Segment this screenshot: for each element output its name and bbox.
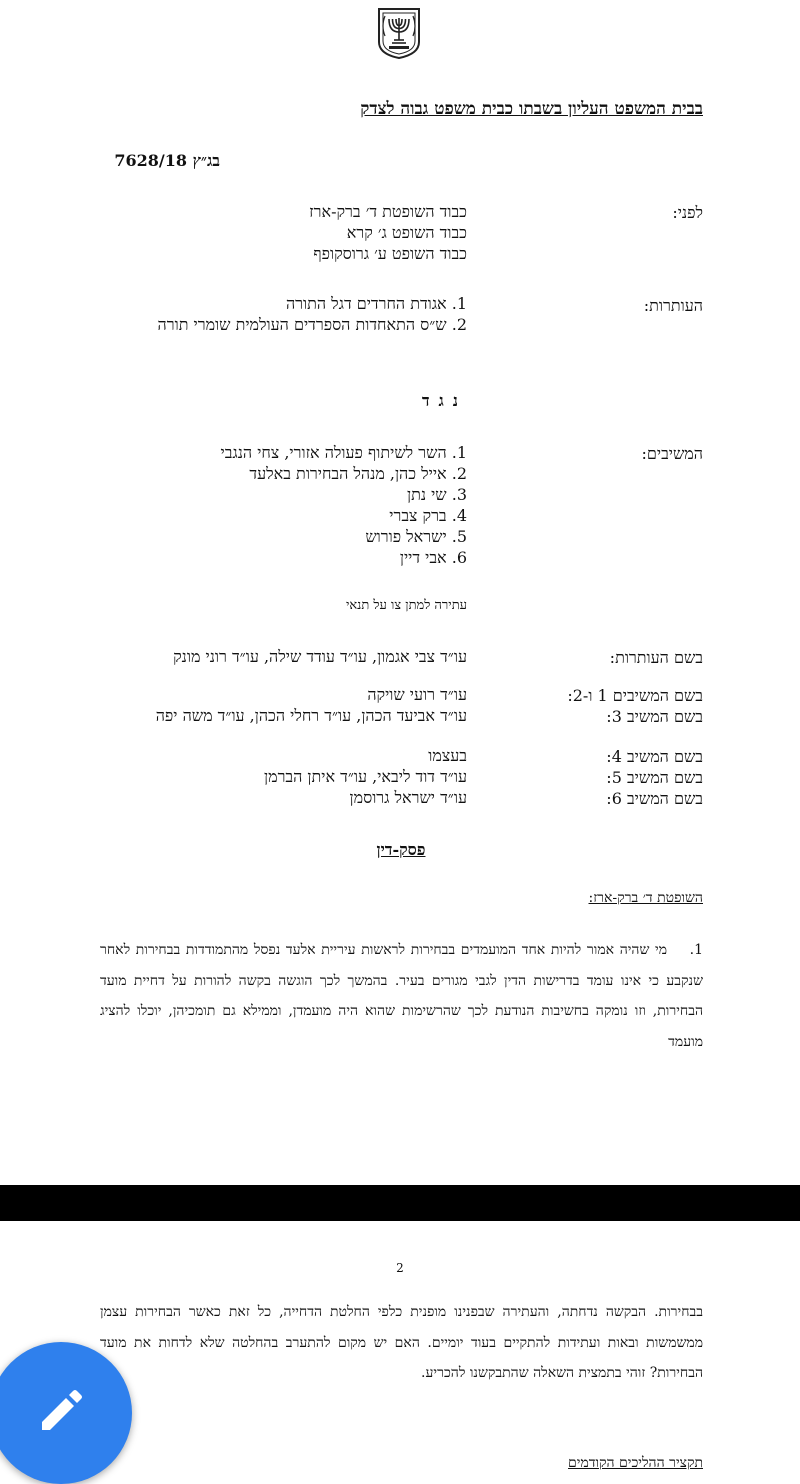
representation-value: עו״ד אביעד הכהן, עו״ד רחלי הכהן, עו״ד משה יפה: [155, 706, 467, 725]
representation-label: בשם המשיב 6:: [606, 789, 703, 808]
pencil-icon: [36, 1386, 86, 1436]
versus-label: נגד: [421, 391, 467, 410]
representation-value: עו״ד רועי שויקה: [367, 685, 467, 704]
page-separator: [0, 1185, 800, 1221]
court-title: בבית המשפט העליון בשבתו כבית משפט גבוה לצדק: [360, 99, 703, 119]
judge-name: כבוד השופט ע׳ גרוסקופף: [313, 244, 467, 263]
representation-label: בשם המשיב 3:: [606, 707, 703, 726]
petitioners-list: [112, 293, 467, 335]
judges-list: [309, 201, 467, 264]
representation-label: בשם העותרות:: [609, 648, 703, 667]
section-heading: תקציר ההליכים הקודמים: [568, 1455, 703, 1470]
representation-label: בשם המשיבים 1 ו-2:: [567, 686, 703, 705]
petitioner-item: 1. אגודת החרדים דגל התורה: [285, 294, 467, 313]
petition-type: עתירה למתן צו על תנאי: [345, 598, 467, 613]
paragraph-1: [100, 935, 703, 1057]
respondent-item: 3. שי נתן: [406, 485, 467, 504]
before-label: לפני:: [672, 203, 703, 222]
respondent-item: 4. ברק צברי: [389, 506, 467, 525]
page-number: 2: [396, 1261, 404, 1275]
verdict-title: פסק-דין: [376, 840, 426, 859]
representation-value: עו״ד צבי אגמון, עו״ד עודד שילה, עו״ד רוני מונק: [173, 647, 467, 666]
representation-value: עו״ד דוד ליבאי, עו״ד איתן הברמן: [264, 767, 467, 786]
respondent-item: 1. השר לשיתוף פעולה אזורי, צחי הנגבי: [220, 443, 467, 462]
state-emblem-icon: [375, 6, 423, 60]
respondent-item: 5. ישראל פורוש: [365, 527, 467, 546]
respondents-list: [221, 442, 467, 568]
representation-value: עו״ד ישראל גרוסמן: [349, 788, 467, 807]
representation-label: בשם המשיב 4:: [606, 747, 703, 766]
judge-name: כבוד השופט ג׳ קרא: [346, 223, 467, 242]
petitioner-item: 2. ש״ס התאחדות הספרדים העולמית שומרי תורה: [157, 315, 467, 334]
judge-name: כבוד השופטת ד׳ ברק-ארז: [309, 202, 467, 221]
case-number: בג״ץ 7628/18: [114, 151, 220, 170]
respondent-item: 2. אייל כהן, מנהל הבחירות באלעד: [249, 464, 467, 483]
respondent-item: 6. אבי דיין: [399, 548, 467, 567]
judge-heading: השופטת ד׳ ברק-ארז:: [588, 890, 703, 906]
representation-value: בעצמו: [428, 746, 467, 765]
paragraph-text: מי שהיה אמור להיות אחד המועמדים בבחירות לראשות עיריית אלעד נפסל מהתמודדות בבחירות לאחר שנקבע כי אינו עומד בדרישות הדין לגבי מגורים בעיר. בהמשך לכך הוגשה בקשה להורות על דחיית מועד הבחירות, וזו נומקה בחשיבות הנודעת לכך שהרשימות שהוא היה מועמדן, וממילא גם תומכיהן, יוכלו להציג מועמד: [100, 942, 703, 1050]
paragraph-number: 1.: [689, 942, 703, 958]
respondents-label: המשיבים:: [641, 444, 703, 463]
petitioners-label: העותרות:: [643, 296, 703, 315]
representation-label: בשם המשיב 5:: [606, 768, 703, 787]
paragraph-continued: בבחירות. הבקשה נדחתה, והעתירה שבפנינו מופנית כלפי החלטת הדחייה, כל זאת כאשר הבחירות עצמן ממשמשות ובאות ועתידות להתקיים בעוד יומיים. האם יש מקום להתערב בהחלטה שלא לדחות את מועד הבחירות? זוהי בתמצית השאלה שהתבקשנו להכריע.: [100, 1304, 703, 1381]
